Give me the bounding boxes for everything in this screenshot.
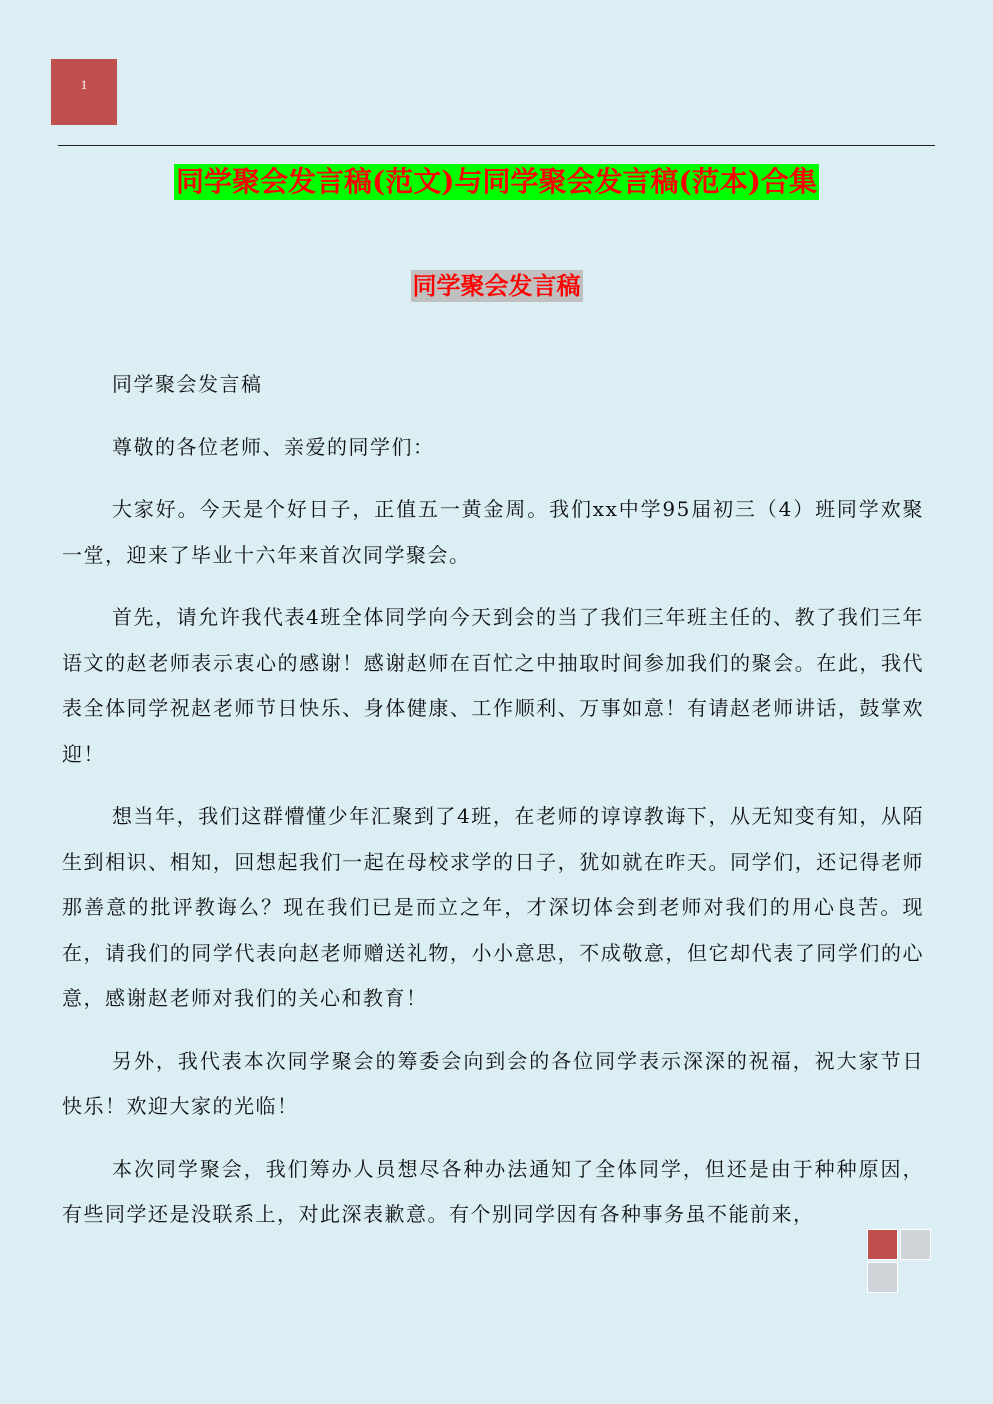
header-divider: [58, 145, 935, 146]
document-title: 同学聚会发言稿(范文)与同学聚会发言稿(范本)合集: [176, 165, 817, 198]
paragraph: 想当年，我们这群懵懂少年汇聚到了4班，在老师的谆谆教诲下，从无知变有知，从陌生到相识、相知，回想起我们一起在母校求学的日子，犹如就在昨天。同学们，还记得老师那善意的批评教诲么？现在我们已是而立之年，才深切体会到老师对我们的用心良苦。现在，请我们的同学代表向赵老师赠送礼物，小小意思，不成敬意，但它却代表了同学们的心意，感谢赵老师对我们的关心和教育！: [62, 804, 924, 1010]
deco-square-red: [867, 1229, 898, 1260]
title-block: [0, 164, 993, 200]
paragraph: 另外，我代表本次同学聚会的筹委会向到会的各位同学表示深深的祝福，祝大家节日快乐！欢迎大家的光临！: [62, 1048, 924, 1118]
document-subtitle: 同学聚会发言稿: [412, 271, 581, 300]
subtitle-block: [0, 270, 993, 302]
corner-decoration: [867, 1229, 933, 1293]
deco-square-gray: [900, 1229, 931, 1260]
page-number: 1: [80, 77, 88, 92]
paragraph-salutation: 尊敬的各位老师、亲爱的同学们：: [112, 434, 435, 459]
body-text: [62, 362, 924, 1255]
deco-square-gray: [867, 1262, 898, 1293]
paragraph: 本次同学聚会，我们筹办人员想尽各种办法通知了全体同学，但还是由于种种原因，有些同学还是没联系上，对此深表歉意。有个别同学因有各种事务虽不能前来，: [62, 1156, 924, 1226]
paragraph-heading: 同学聚会发言稿: [112, 372, 263, 396]
paragraph: 大家好。今天是个好日子，正值五一黄金周。我们xx中学95届初三（4）班同学欢聚一堂，迎来了毕业十六年来首次同学聚会。: [62, 497, 924, 567]
paragraph: 首先，请允许我代表4班全体同学向今天到会的当了我们三年班主任的、教了我们三年语文的赵老师表示衷心的感谢！感谢赵师在百忙之中抽取时间参加我们的聚会。在此，我代表全体同学祝赵老师节日快乐、身体健康、工作顺利、万事如意！有请赵老师讲话，鼓掌欢迎！: [62, 605, 924, 766]
page-number-badge: [51, 59, 117, 125]
